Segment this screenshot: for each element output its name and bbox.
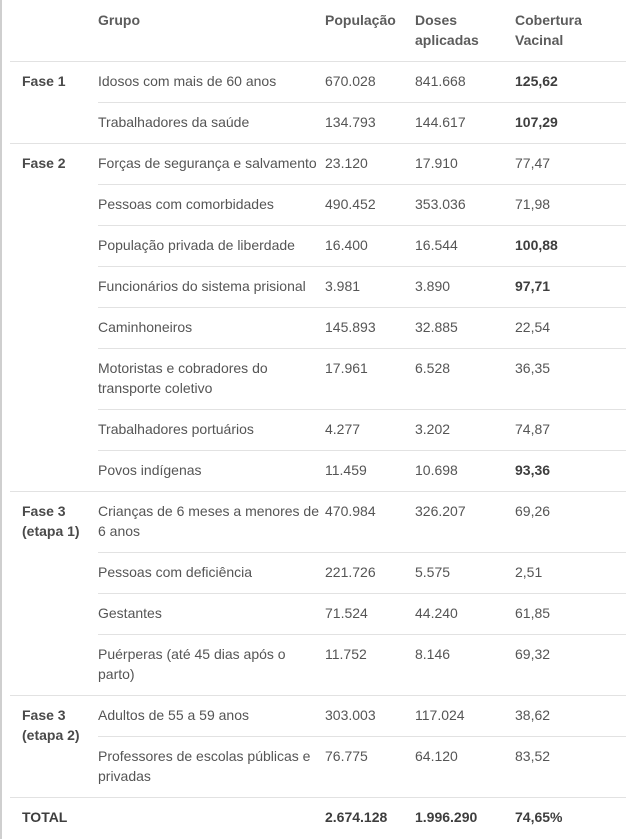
row-grupo: Professores de escolas públicas e privadas xyxy=(98,748,311,784)
row-doses: 326.207 xyxy=(415,503,466,519)
row-doses: 5.575 xyxy=(415,564,451,580)
row-cobertura: 38,62 xyxy=(515,707,551,723)
header-doses-line2: aplicadas xyxy=(415,32,479,48)
row-cobertura: 93,36 xyxy=(515,462,551,478)
row-divider xyxy=(98,450,626,451)
row-cobertura: 2,51 xyxy=(515,564,543,580)
header-divider xyxy=(10,61,626,62)
phase-label-fase2: Fase 2 xyxy=(22,155,66,171)
row-divider xyxy=(98,348,626,349)
row-populacao: 4.277 xyxy=(325,421,361,437)
row-grupo: Crianças de 6 meses a menores de 6 anos xyxy=(98,503,319,539)
row-cobertura: 69,32 xyxy=(515,646,551,662)
header-cobertura xyxy=(515,10,582,50)
row-doses: 17.910 xyxy=(415,155,458,171)
row-populacao: 145.893 xyxy=(325,319,376,335)
row-cobertura: 74,87 xyxy=(515,421,551,437)
row-populacao: 134.793 xyxy=(325,114,376,130)
row-divider xyxy=(98,184,626,185)
row-cobertura: 125,62 xyxy=(515,73,558,89)
row-grupo: Trabalhadores portuários xyxy=(98,421,254,437)
row-doses: 32.885 xyxy=(415,319,458,335)
row-populacao: 3.981 xyxy=(325,278,361,294)
row-populacao: 221.726 xyxy=(325,564,376,580)
row-cobertura: 61,85 xyxy=(515,605,551,621)
row-grupo: Motoristas e cobradores do transporte coletivo xyxy=(98,360,268,396)
row-cobertura: 83,52 xyxy=(515,748,551,764)
row-doses: 16.544 xyxy=(415,237,458,253)
header-doses xyxy=(415,10,479,50)
row-cobertura: 107,29 xyxy=(515,114,558,130)
row-grupo: Caminhoneiros xyxy=(98,319,193,335)
row-divider xyxy=(98,593,626,594)
row-divider xyxy=(98,307,626,308)
row-cobertura: 69,26 xyxy=(515,503,551,519)
row-populacao: 490.452 xyxy=(325,196,376,212)
left-border xyxy=(0,0,2,839)
row-cobertura: 100,88 xyxy=(515,237,558,253)
row-doses: 44.240 xyxy=(415,605,458,621)
row-divider xyxy=(98,225,626,226)
row-cobertura: 71,98 xyxy=(515,196,551,212)
row-grupo: Forças de segurança e salvamento xyxy=(98,155,317,171)
total-divider xyxy=(10,797,626,798)
row-divider xyxy=(98,736,626,737)
row-cobertura: 97,71 xyxy=(515,278,551,294)
total-label: TOTAL xyxy=(22,809,68,825)
row-grupo: População privada de liberdade xyxy=(98,237,295,253)
row-grupo: Pessoas com comorbidades xyxy=(98,196,274,212)
header-grupo: Grupo xyxy=(98,12,140,28)
row-doses: 3.202 xyxy=(415,421,451,437)
row-divider xyxy=(98,634,626,635)
row-grupo: Povos indígenas xyxy=(98,462,202,478)
phase-label-fase3-etapa2 xyxy=(22,705,80,745)
phase-label-fase3-etapa2-line2: (etapa 2) xyxy=(22,727,80,743)
row-populacao: 17.961 xyxy=(325,360,368,376)
row-grupo: Gestantes xyxy=(98,605,162,621)
row-divider xyxy=(98,102,626,103)
row-doses: 64.120 xyxy=(415,748,458,764)
row-divider xyxy=(98,409,626,410)
header-cobertura-line1: Cobertura xyxy=(515,12,582,28)
phase-label-fase3-etapa1-line2: (etapa 1) xyxy=(22,523,80,539)
phase-label-fase1: Fase 1 xyxy=(22,73,66,89)
row-doses: 841.668 xyxy=(415,73,466,89)
row-doses: 353.036 xyxy=(415,196,466,212)
header-populacao: População xyxy=(325,12,396,28)
row-grupo: Puérperas (até 45 dias após o parto) xyxy=(98,646,286,682)
row-grupo: Idosos com mais de 60 anos xyxy=(98,73,277,89)
row-doses: 10.698 xyxy=(415,462,458,478)
row-grupo: Funcionários do sistema prisional xyxy=(98,278,306,294)
row-grupo: Trabalhadores da saúde xyxy=(98,114,250,130)
row-grupo: Adultos de 55 a 59 anos xyxy=(98,707,250,723)
header-doses-line1: Doses xyxy=(415,12,458,28)
header-cobertura-line2: Vacinal xyxy=(515,32,564,48)
phase-label-fase3-etapa2-line1: Fase 3 xyxy=(22,707,66,723)
row-cobertura: 36,35 xyxy=(515,360,551,376)
row-divider xyxy=(98,552,626,553)
row-populacao: 670.028 xyxy=(325,73,376,89)
row-doses: 3.890 xyxy=(415,278,451,294)
row-doses: 117.024 xyxy=(415,707,465,723)
row-populacao: 23.120 xyxy=(325,155,368,171)
row-populacao: 470.984 xyxy=(325,503,376,519)
row-populacao: 76.775 xyxy=(325,748,368,764)
row-populacao: 11.752 xyxy=(325,646,367,662)
phase-label-fase3-etapa1-line1: Fase 3 xyxy=(22,503,66,519)
row-cobertura: 22,54 xyxy=(515,319,551,335)
row-populacao: 11.459 xyxy=(325,462,367,478)
row-populacao: 16.400 xyxy=(325,237,368,253)
row-divider xyxy=(98,266,626,267)
row-populacao: 303.003 xyxy=(325,707,376,723)
row-grupo: Pessoas com deficiência xyxy=(98,564,253,580)
row-populacao: 71.524 xyxy=(325,605,368,621)
phase-divider xyxy=(10,491,626,492)
total-populacao: 2.674.128 xyxy=(325,809,388,825)
total-cobertura: 74,65% xyxy=(515,809,563,825)
phase-divider xyxy=(10,695,626,696)
total-doses: 1.996.290 xyxy=(415,809,478,825)
phase-divider xyxy=(10,143,626,144)
phase-label-fase3-etapa1 xyxy=(22,501,80,541)
row-doses: 6.528 xyxy=(415,360,451,376)
row-doses: 8.146 xyxy=(415,646,451,662)
row-cobertura: 77,47 xyxy=(515,155,551,171)
row-doses: 144.617 xyxy=(415,114,466,130)
